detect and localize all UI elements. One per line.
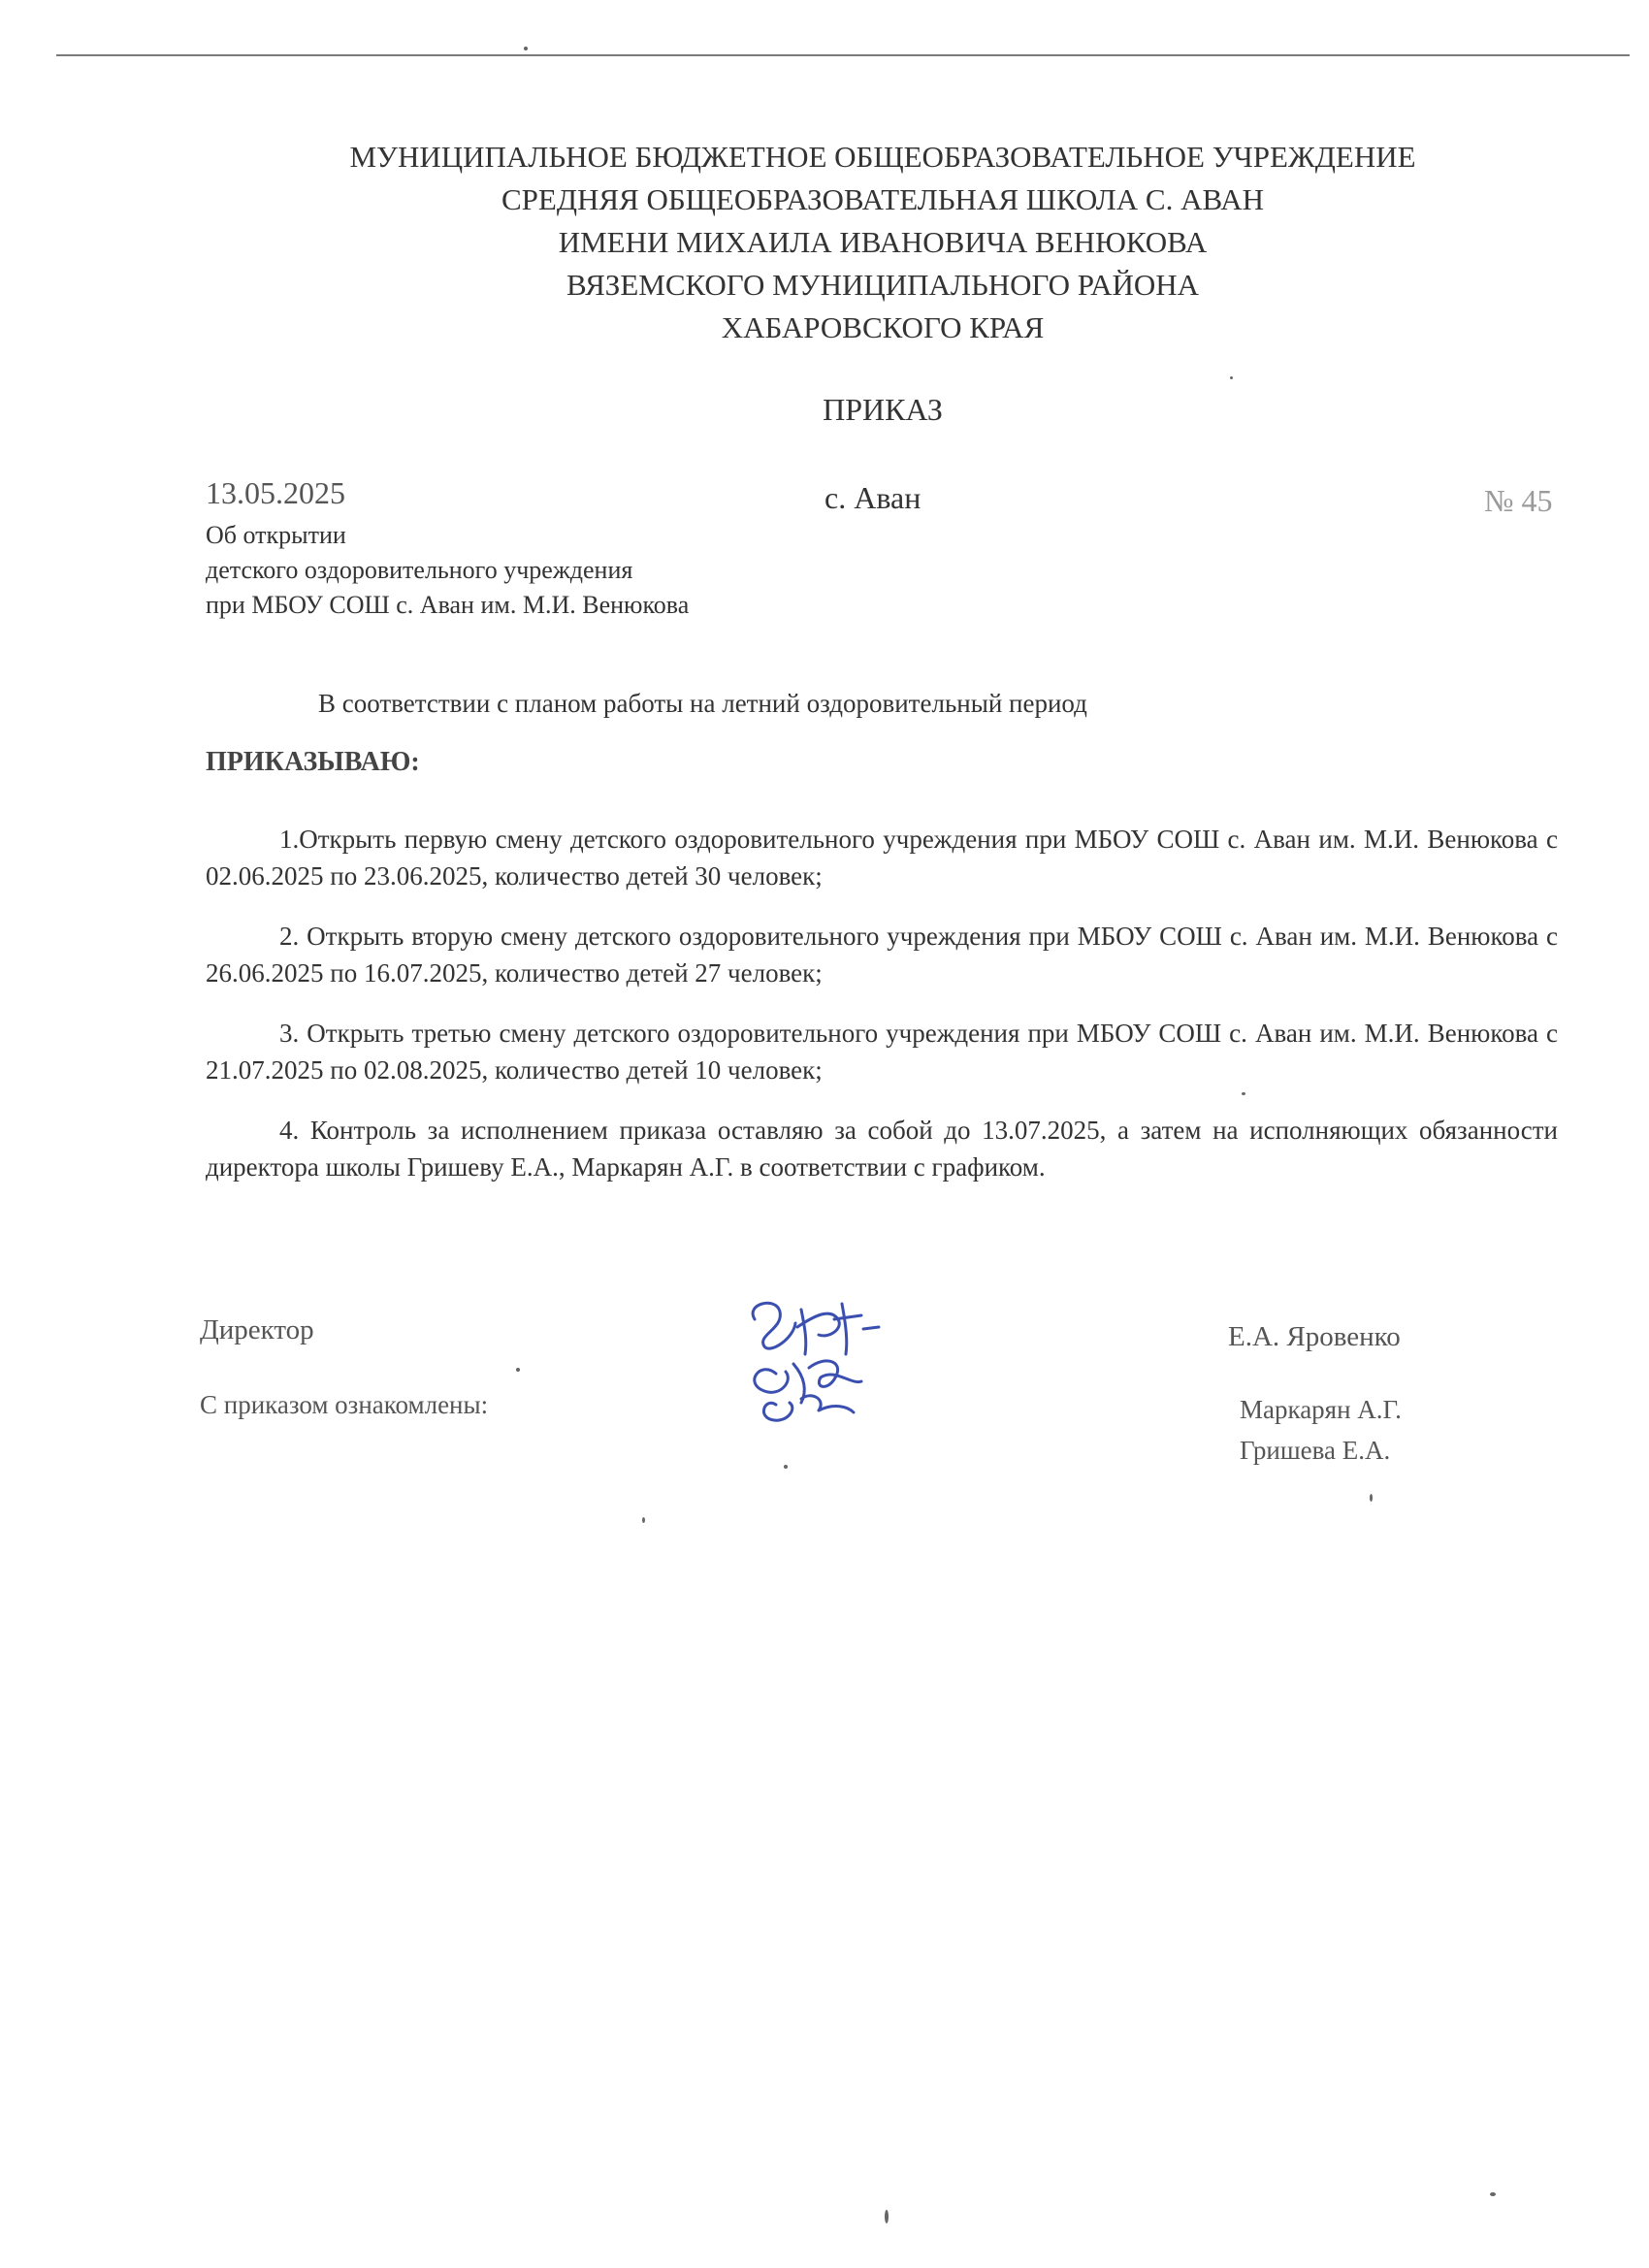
document-subject [206,518,689,623]
subject-line: Об открытии [206,521,346,549]
acknowledged-person: Маркарян А.Г. [1240,1395,1402,1424]
organization-line: ИМЕНИ МИХАИЛА ИВАНОВИЧА ВЕНЮКОВА [558,225,1208,259]
subject-line: при МБОУ СОШ с. Аван им. М.И. Венюкова [206,591,690,619]
scan-speck [516,1368,520,1372]
order-item: 3. Открыть третью смену детского оздоровительного учреждения при МБОУ СОШ с. Аван им. М.И. Венюкова с 21.07.2025 по 02.08.2025, количество детей 10 человек; [206,1019,1558,1085]
order-basis: В соответствии с планом работы на летний оздоровительный период [318,689,1087,718]
organization-line: ХАБАРОВСКОГО КРАЯ [721,310,1045,344]
document-date: 13.05.2025 [206,475,345,510]
top-scan-rule [56,54,1630,56]
subject-line: детского оздоровительного учреждения [206,556,633,584]
organization-line: СРЕДНЯЯ ОБЩЕОБРАЗОВАТЕЛЬНАЯ ШКОЛА С. АВАН [501,182,1264,216]
order-item: 2. Открыть вторую смену детского оздоровительного учреждения при МБОУ СОШ с. Аван им. М.И. Венюкова с 26.06.2025 по 16.07.2025, количество детей 27 человек; [206,922,1558,988]
order-item: 4. Контроль за исполнением приказа оставляю за собой до 13.07.2025, а затем на исполняющих обязанности директора школы Гришеву Е.А., Маркарян А.Г. в соответствии с графиком. [206,1116,1558,1182]
director-name: Е.А. Яровенко [1228,1321,1401,1352]
acknowledged-label: С приказом ознакомлены: [200,1390,489,1419]
order-item: 1.Открыть первую смену детского оздоровительного учреждения при МБОУ СОШ с. Аван им. М.И. Венюкова с 02.06.2025 по 23.06.2025, количество детей 30 человек; [206,825,1558,891]
organization-line: ВЯЗЕМСКОГО МУНИЦИПАЛЬНОГО РАЙОНА [566,268,1200,302]
document-number: № 45 [1484,483,1553,518]
acknowledged-person: Гришева Е.А. [1240,1436,1391,1465]
scan-speck [642,1517,645,1523]
handwritten-signature [737,1290,941,1426]
acknowledged-list [1240,1389,1402,1471]
order-heading: ПРИКАЗЫВАЮ: [206,747,420,777]
scan-speck [885,2210,889,2223]
scan-speck [1230,376,1233,379]
scan-speck [524,47,528,50]
scan-speck [784,1465,788,1469]
document-title: ПРИКАЗ [823,392,943,427]
order-items [206,821,1558,1209]
scan-speck [1370,1494,1373,1502]
scan-speck [1242,1092,1245,1095]
scan-speck [1490,2192,1496,2196]
director-title: Директор [200,1314,314,1345]
organization-header [194,136,1571,349]
document-place: с. Аван [824,480,922,515]
organization-line: МУНИЦИПАЛЬНОЕ БЮДЖЕТНОЕ ОБЩЕОБРАЗОВАТЕЛЬНОЕ УЧРЕЖДЕНИЕ [349,140,1416,174]
